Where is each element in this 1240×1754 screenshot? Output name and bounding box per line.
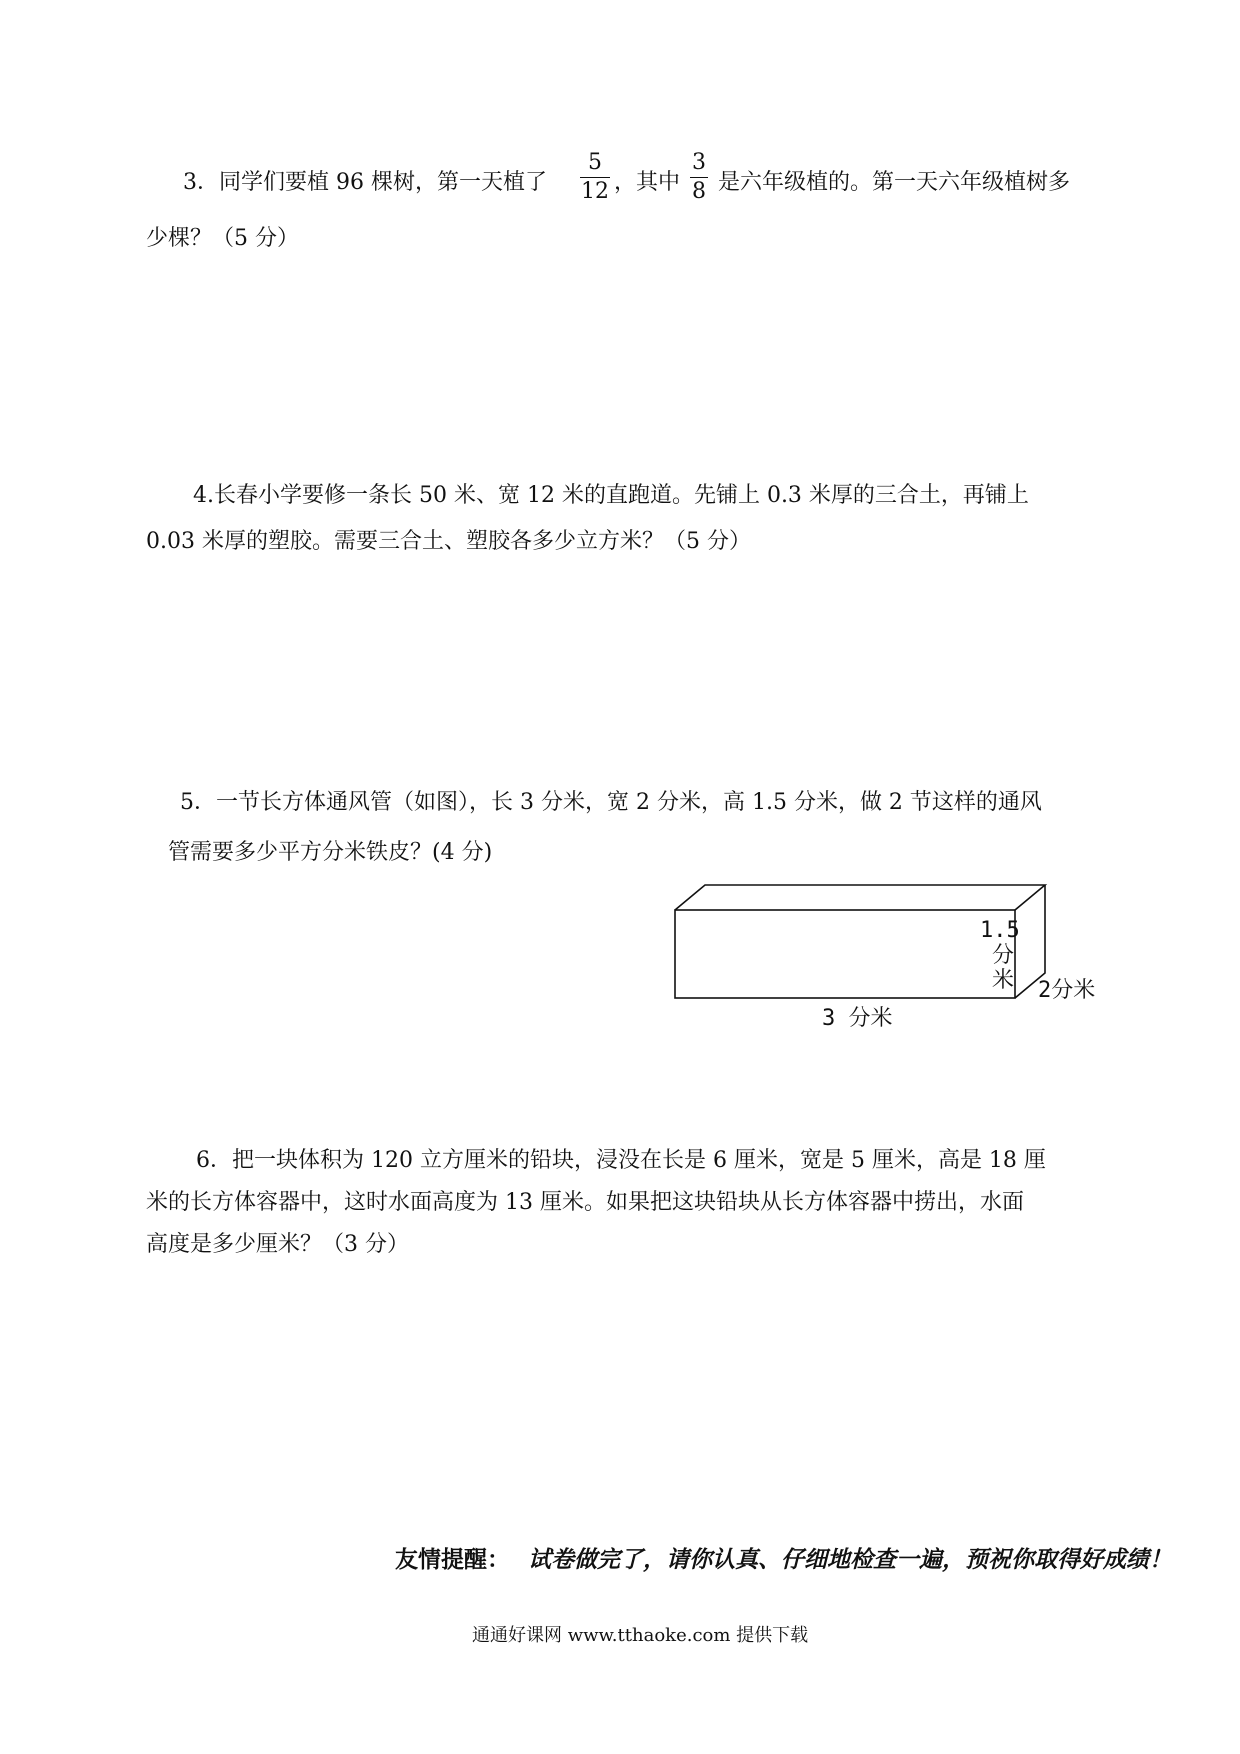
footer-source: 通通好课网 www.tthaoke.com 提供下载 [472,1625,809,1646]
reminder-text: 试卷做完了，请你认真、仔细地检查一遍，预祝你取得好成绩！ [528,1547,1172,1573]
figure-length-label: 3 分米 [822,1006,893,1031]
cuboid-figure [670,880,1096,1044]
q5-line1: 5．一节长方体通风管（如图），长 3 分米，宽 2 分米，高 1.5 分米，做 2 节这样的通风 [180,790,1042,815]
q3-frac1-denominator: 12 [581,179,609,204]
q3-prefix: 3．同学们要植 96 棵树，第一天植了 [183,170,547,195]
fraction-bar [580,177,610,178]
figure-height-unit-mi: 米 [992,968,1015,993]
cuboid-top-face [675,885,1045,910]
cuboid-front-face [675,910,1015,998]
q4-line2: 0.03 米厚的塑胶。需要三合土、塑胶各多少立方米？（5 分） [146,529,751,554]
q3-fraction-5-12 [580,152,610,203]
fraction-bar [690,177,708,178]
q3-mid: ，其中 [614,170,681,195]
q6-line2: 米的长方体容器中，这时水面高度为 13 厘米。如果把这块铅块从长方体容器中捞出，水面 [146,1190,1024,1215]
figure-height-unit-fen: 分 [992,943,1015,968]
q3-line2: 少棵？（5 分） [146,226,299,251]
q6-line1: 6．把一块体积为 120 立方厘米的铅块，浸没在长是 6 厘米，宽是 5 厘米，高是 18 厘 [196,1148,1046,1173]
q3-frac2-denominator: 8 [692,179,706,204]
q4-line1: 4.长春小学要修一条长 50 米、宽 12 米的直跑道。先铺上 0.3 米厚的三合土，再铺上 [193,483,1029,508]
q3-frac2-numerator: 3 [692,150,706,175]
figure-height-number: 1.5 [980,918,1020,943]
reminder-title: 友情提醒： [395,1547,510,1573]
q3-frac1-numerator: 5 [588,150,602,175]
q5-line2: 管需要多少平方分米铁皮？(4 分) [168,840,493,865]
q3-fraction-3-8 [690,152,708,203]
q3-suffix: 是六年级植的。第一天六年级植树多 [718,170,1071,195]
q6-line3: 高度是多少厘米？（3 分） [146,1232,409,1257]
figure-width-label: 2分米 [1038,978,1096,1003]
